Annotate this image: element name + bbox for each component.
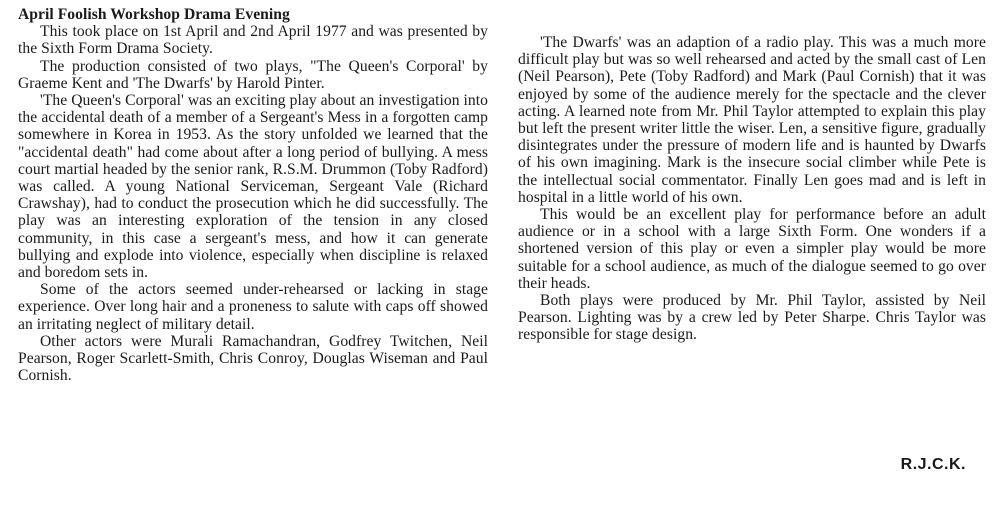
paragraph-audience: This would be an excellent play for performance before an adult audience or in a school with a large Sixth Form. One wonders if a shortened version of this play or even a simpler play would be more suitable for a school audience, as much of the dialogue seemed to go over their heads.	[518, 206, 986, 292]
author-signature: R.J.C.K.	[900, 456, 966, 473]
paragraph-dates: This took place on 1st April and 2nd April 1977 and was presented by the Sixth Form Drama Society.	[18, 23, 488, 58]
paragraph-production: The production consisted of two plays, "The Queen's Corporal' by Graeme Kent and 'The Dwarfs' by Harold Pinter.	[18, 57, 488, 92]
paragraph-dwarfs: 'The Dwarfs' was an adaption of a radio play. This was a much more difficult play but was so well rehearsed and acted by the small cast of Len (Neil Pearson), Pete (Toby Radford) and Mark (Paul Cornish) that it was enjoyed by some of the audience merely for the spectacle and the clever acting. A learned note from Mr. Phil Taylor attempted to explain this play but left the present writer little the wiser. Len, a sensitive figure, gradually disintegrates under the pressure of modern life and is haunted by Dwarfs of his own imagining. Mark is the insecure social climber while Pete is the intellectual social commentator. Finally Len goes mad and is left in hospital in a little world of his own.	[518, 34, 986, 206]
article-title: April Foolish Workshop Drama Evening	[18, 6, 290, 23]
left-column	[18, 6, 488, 384]
paragraph-credits: Both plays were produced by Mr. Phil Taylor, assisted by Neil Pearson. Lighting was by a crew led by Peter Sharpe. Chris Taylor was responsible for stage design.	[518, 292, 986, 344]
paragraph-other-actors: Other actors were Murali Ramachandran, Godfrey Twitchen, Neil Pearson, Roger Scarlett-Smith, Chris Conroy, Douglas Wiseman and Paul Cornish.	[18, 332, 488, 385]
paragraph-actors-critique: Some of the actors seemed under-rehearsed or lacking in stage experience. Over long hair and a proneness to salute with caps off showed an irritating neglect of military detail.	[18, 281, 488, 333]
paragraph-queens-corporal: 'The Queen's Corporal' was an exciting play about an investigation into the accidental death of a member of a Sergeant's Mess in a forgotten camp somewhere in Korea in 1953. As the story unfolded we learned that the "accidental death" had come about after a long period of bullying. A mess court martial headed by the senior rank, R.S.M. Drummon (Toby Radford) was called. A young National Serviceman, Sergeant Vale (Richard Crawshay), had to conduct the prosecution which he did successfully. The play was an interesting exploration of the tension in any closed community, in this case a sergeant's mess, and how it can generate bullying and explode into violence, especially when discipline is relaxed and boredom sets in.	[18, 92, 488, 282]
right-column	[518, 34, 986, 344]
